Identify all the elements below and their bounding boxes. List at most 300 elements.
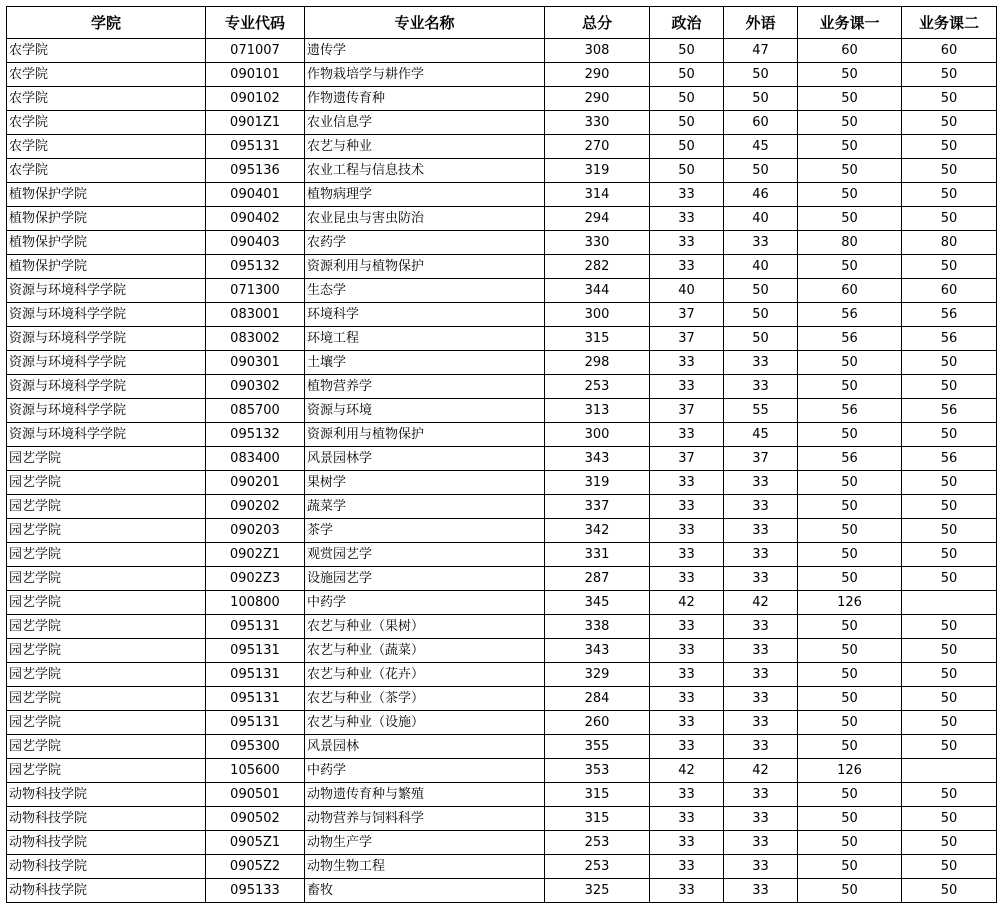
cell-major: 农药学 bbox=[305, 231, 545, 255]
cell-course1: 50 bbox=[798, 207, 902, 231]
cell-code: 090401 bbox=[206, 183, 305, 207]
cell-college: 农学院 bbox=[7, 111, 206, 135]
cell-course1: 50 bbox=[798, 711, 902, 735]
cell-major: 农艺与种业（蔬菜） bbox=[305, 639, 545, 663]
cell-politics: 37 bbox=[650, 447, 724, 471]
cell-politics: 50 bbox=[650, 39, 724, 63]
cell-total: 343 bbox=[545, 447, 650, 471]
cell-course2: 50 bbox=[902, 543, 997, 567]
table-row bbox=[7, 543, 997, 567]
cell-code: 095131 bbox=[206, 711, 305, 735]
cell-politics: 42 bbox=[650, 759, 724, 783]
cell-major: 遗传学 bbox=[305, 39, 545, 63]
cell-total: 319 bbox=[545, 471, 650, 495]
cell-course2: 50 bbox=[902, 495, 997, 519]
cell-course1: 50 bbox=[798, 423, 902, 447]
cell-code: 095131 bbox=[206, 687, 305, 711]
cell-major: 风景园林 bbox=[305, 735, 545, 759]
cell-politics: 50 bbox=[650, 87, 724, 111]
cell-total: 253 bbox=[545, 375, 650, 399]
cell-politics: 33 bbox=[650, 879, 724, 903]
cell-politics: 33 bbox=[650, 423, 724, 447]
table-row bbox=[7, 447, 997, 471]
cell-language: 33 bbox=[724, 519, 798, 543]
cell-code: 095131 bbox=[206, 639, 305, 663]
cell-code: 090402 bbox=[206, 207, 305, 231]
cell-code: 095132 bbox=[206, 255, 305, 279]
header-row bbox=[7, 7, 997, 39]
cell-college: 农学院 bbox=[7, 159, 206, 183]
cell-politics: 33 bbox=[650, 711, 724, 735]
cell-course2: 50 bbox=[902, 87, 997, 111]
cell-major: 风景园林学 bbox=[305, 447, 545, 471]
cell-college: 植物保护学院 bbox=[7, 231, 206, 255]
cell-code: 090201 bbox=[206, 471, 305, 495]
cell-college: 植物保护学院 bbox=[7, 207, 206, 231]
cell-total: 314 bbox=[545, 183, 650, 207]
cell-major: 资源利用与植物保护 bbox=[305, 423, 545, 447]
cell-major: 生态学 bbox=[305, 279, 545, 303]
cell-language: 33 bbox=[724, 543, 798, 567]
cell-code: 0905Z2 bbox=[206, 855, 305, 879]
cell-language: 50 bbox=[724, 87, 798, 111]
cell-total: 300 bbox=[545, 303, 650, 327]
cell-course2: 50 bbox=[902, 639, 997, 663]
cell-politics: 33 bbox=[650, 735, 724, 759]
cell-total: 290 bbox=[545, 63, 650, 87]
table-row bbox=[7, 759, 997, 783]
cell-code: 083400 bbox=[206, 447, 305, 471]
cell-code: 095300 bbox=[206, 735, 305, 759]
cell-language: 60 bbox=[724, 111, 798, 135]
cell-course1: 50 bbox=[798, 519, 902, 543]
cell-code: 095136 bbox=[206, 159, 305, 183]
cell-total: 344 bbox=[545, 279, 650, 303]
cell-major: 蔬菜学 bbox=[305, 495, 545, 519]
cell-college: 园艺学院 bbox=[7, 591, 206, 615]
table-row bbox=[7, 399, 997, 423]
cell-code: 085700 bbox=[206, 399, 305, 423]
cell-college: 园艺学院 bbox=[7, 663, 206, 687]
cell-code: 090501 bbox=[206, 783, 305, 807]
cell-language: 33 bbox=[724, 375, 798, 399]
cell-code: 095131 bbox=[206, 615, 305, 639]
cell-college: 园艺学院 bbox=[7, 567, 206, 591]
cell-course1: 126 bbox=[798, 591, 902, 615]
cell-total: 290 bbox=[545, 87, 650, 111]
cell-course1: 56 bbox=[798, 447, 902, 471]
cell-course1: 50 bbox=[798, 471, 902, 495]
cell-code: 095133 bbox=[206, 879, 305, 903]
cell-politics: 33 bbox=[650, 663, 724, 687]
cell-language: 50 bbox=[724, 279, 798, 303]
table-row bbox=[7, 135, 997, 159]
cell-college: 园艺学院 bbox=[7, 711, 206, 735]
cell-code: 100800 bbox=[206, 591, 305, 615]
cell-college: 园艺学院 bbox=[7, 495, 206, 519]
cell-college: 资源与环境科学学院 bbox=[7, 423, 206, 447]
cell-course2: 50 bbox=[902, 135, 997, 159]
cell-course2: 50 bbox=[902, 471, 997, 495]
cell-course2: 50 bbox=[902, 807, 997, 831]
cell-code: 095131 bbox=[206, 135, 305, 159]
cell-code: 090301 bbox=[206, 351, 305, 375]
cell-total: 331 bbox=[545, 543, 650, 567]
cell-code: 090302 bbox=[206, 375, 305, 399]
cell-college: 资源与环境科学学院 bbox=[7, 351, 206, 375]
cell-total: 329 bbox=[545, 663, 650, 687]
header-politics: 政治 bbox=[650, 7, 724, 39]
cell-course1: 60 bbox=[798, 39, 902, 63]
cell-major: 农艺与种业（花卉） bbox=[305, 663, 545, 687]
cell-course1: 50 bbox=[798, 639, 902, 663]
cell-course2: 50 bbox=[902, 423, 997, 447]
table-row bbox=[7, 351, 997, 375]
cell-course1: 50 bbox=[798, 183, 902, 207]
header-course1: 业务课一 bbox=[798, 7, 902, 39]
cell-major: 农艺与种业（茶学） bbox=[305, 687, 545, 711]
cell-college: 园艺学院 bbox=[7, 615, 206, 639]
table-row bbox=[7, 87, 997, 111]
cell-politics: 33 bbox=[650, 207, 724, 231]
cell-course2: 50 bbox=[902, 183, 997, 207]
cell-total: 294 bbox=[545, 207, 650, 231]
table-row bbox=[7, 303, 997, 327]
cell-politics: 33 bbox=[650, 639, 724, 663]
cell-total: 298 bbox=[545, 351, 650, 375]
cell-major: 作物遗传育种 bbox=[305, 87, 545, 111]
cell-language: 40 bbox=[724, 207, 798, 231]
cell-language: 33 bbox=[724, 639, 798, 663]
table-row bbox=[7, 687, 997, 711]
cell-politics: 33 bbox=[650, 351, 724, 375]
cell-total: 315 bbox=[545, 783, 650, 807]
cell-course2: 50 bbox=[902, 615, 997, 639]
cell-politics: 33 bbox=[650, 783, 724, 807]
cell-code: 105600 bbox=[206, 759, 305, 783]
cell-course2: 50 bbox=[902, 855, 997, 879]
cell-code: 090203 bbox=[206, 519, 305, 543]
cell-course1: 126 bbox=[798, 759, 902, 783]
cell-college: 植物保护学院 bbox=[7, 183, 206, 207]
cell-total: 337 bbox=[545, 495, 650, 519]
cell-course2: 50 bbox=[902, 783, 997, 807]
cell-major: 中药学 bbox=[305, 591, 545, 615]
header-language: 外语 bbox=[724, 7, 798, 39]
cell-college: 动物科技学院 bbox=[7, 807, 206, 831]
table-row bbox=[7, 327, 997, 351]
cell-course2: 50 bbox=[902, 567, 997, 591]
cell-language: 46 bbox=[724, 183, 798, 207]
cell-college: 动物科技学院 bbox=[7, 831, 206, 855]
table-row bbox=[7, 279, 997, 303]
cell-course2: 50 bbox=[902, 351, 997, 375]
cell-course2: 50 bbox=[902, 111, 997, 135]
cell-major: 农艺与种业（果树） bbox=[305, 615, 545, 639]
cell-politics: 50 bbox=[650, 135, 724, 159]
table-row bbox=[7, 159, 997, 183]
table-row bbox=[7, 423, 997, 447]
table-row bbox=[7, 639, 997, 663]
cell-major: 茶学 bbox=[305, 519, 545, 543]
cell-major: 设施园艺学 bbox=[305, 567, 545, 591]
table-row bbox=[7, 783, 997, 807]
cell-course1: 56 bbox=[798, 303, 902, 327]
cell-college: 园艺学院 bbox=[7, 447, 206, 471]
cell-major: 植物病理学 bbox=[305, 183, 545, 207]
table-row bbox=[7, 591, 997, 615]
cell-politics: 33 bbox=[650, 855, 724, 879]
cell-college: 农学院 bbox=[7, 135, 206, 159]
cell-language: 33 bbox=[724, 855, 798, 879]
table-body bbox=[7, 39, 997, 903]
cell-language: 47 bbox=[724, 39, 798, 63]
header-total: 总分 bbox=[545, 7, 650, 39]
cell-code: 090102 bbox=[206, 87, 305, 111]
cell-code: 095131 bbox=[206, 663, 305, 687]
table-row bbox=[7, 519, 997, 543]
cell-total: 343 bbox=[545, 639, 650, 663]
cell-course2: 80 bbox=[902, 231, 997, 255]
header-college: 学院 bbox=[7, 7, 206, 39]
cell-total: 319 bbox=[545, 159, 650, 183]
cell-total: 338 bbox=[545, 615, 650, 639]
cell-course1: 80 bbox=[798, 231, 902, 255]
header-major: 专业名称 bbox=[305, 7, 545, 39]
table-row bbox=[7, 111, 997, 135]
cell-language: 33 bbox=[724, 831, 798, 855]
cell-course2: 60 bbox=[902, 39, 997, 63]
cell-politics: 33 bbox=[650, 471, 724, 495]
cell-course1: 50 bbox=[798, 351, 902, 375]
cell-language: 42 bbox=[724, 591, 798, 615]
cell-language: 50 bbox=[724, 327, 798, 351]
cell-college: 资源与环境科学学院 bbox=[7, 375, 206, 399]
cell-course2: 56 bbox=[902, 303, 997, 327]
cell-total: 287 bbox=[545, 567, 650, 591]
cell-major: 农业工程与信息技术 bbox=[305, 159, 545, 183]
cell-college: 农学院 bbox=[7, 87, 206, 111]
cell-major: 农业昆虫与害虫防治 bbox=[305, 207, 545, 231]
cell-major: 观赏园艺学 bbox=[305, 543, 545, 567]
cell-course1: 50 bbox=[798, 663, 902, 687]
cell-major: 植物营养学 bbox=[305, 375, 545, 399]
cell-politics: 33 bbox=[650, 375, 724, 399]
cell-total: 313 bbox=[545, 399, 650, 423]
cell-college: 园艺学院 bbox=[7, 471, 206, 495]
cell-politics: 37 bbox=[650, 327, 724, 351]
cell-total: 253 bbox=[545, 831, 650, 855]
cell-code: 095132 bbox=[206, 423, 305, 447]
cell-course2: 50 bbox=[902, 375, 997, 399]
cell-politics: 50 bbox=[650, 159, 724, 183]
table-row bbox=[7, 231, 997, 255]
cell-major: 资源与环境 bbox=[305, 399, 545, 423]
cell-major: 果树学 bbox=[305, 471, 545, 495]
cell-major: 农业信息学 bbox=[305, 111, 545, 135]
cell-politics: 33 bbox=[650, 495, 724, 519]
cell-course2: 60 bbox=[902, 279, 997, 303]
cell-code: 090101 bbox=[206, 63, 305, 87]
cell-course2: 50 bbox=[902, 663, 997, 687]
cell-course2: 56 bbox=[902, 327, 997, 351]
cell-course2: 50 bbox=[902, 159, 997, 183]
cell-total: 330 bbox=[545, 111, 650, 135]
cell-course1: 50 bbox=[798, 735, 902, 759]
table-row bbox=[7, 495, 997, 519]
cell-code: 090502 bbox=[206, 807, 305, 831]
cell-college: 动物科技学院 bbox=[7, 783, 206, 807]
cell-course1: 50 bbox=[798, 375, 902, 399]
cell-major: 动物营养与饲料科学 bbox=[305, 807, 545, 831]
cell-college: 农学院 bbox=[7, 39, 206, 63]
cell-college: 园艺学院 bbox=[7, 735, 206, 759]
table-row bbox=[7, 711, 997, 735]
cell-language: 33 bbox=[724, 687, 798, 711]
cell-politics: 40 bbox=[650, 279, 724, 303]
cell-total: 342 bbox=[545, 519, 650, 543]
cell-politics: 50 bbox=[650, 111, 724, 135]
cell-course1: 50 bbox=[798, 567, 902, 591]
table-row bbox=[7, 663, 997, 687]
cell-major: 动物生产学 bbox=[305, 831, 545, 855]
cell-code: 083002 bbox=[206, 327, 305, 351]
cell-course1: 50 bbox=[798, 831, 902, 855]
cell-college: 动物科技学院 bbox=[7, 855, 206, 879]
cell-course2: 50 bbox=[902, 207, 997, 231]
cell-language: 33 bbox=[724, 807, 798, 831]
cell-language: 50 bbox=[724, 159, 798, 183]
cell-course2: 50 bbox=[902, 831, 997, 855]
cell-language: 33 bbox=[724, 879, 798, 903]
cell-college: 园艺学院 bbox=[7, 687, 206, 711]
cell-college: 园艺学院 bbox=[7, 543, 206, 567]
cell-college: 资源与环境科学学院 bbox=[7, 279, 206, 303]
table-row bbox=[7, 375, 997, 399]
cell-politics: 33 bbox=[650, 831, 724, 855]
cell-code: 0902Z1 bbox=[206, 543, 305, 567]
cell-course1: 50 bbox=[798, 543, 902, 567]
cell-language: 33 bbox=[724, 495, 798, 519]
cell-code: 0905Z1 bbox=[206, 831, 305, 855]
cell-course1: 50 bbox=[798, 159, 902, 183]
cell-politics: 37 bbox=[650, 399, 724, 423]
cell-course1: 50 bbox=[798, 111, 902, 135]
cell-major: 环境工程 bbox=[305, 327, 545, 351]
cell-language: 40 bbox=[724, 255, 798, 279]
cell-course1: 60 bbox=[798, 279, 902, 303]
cell-college: 农学院 bbox=[7, 63, 206, 87]
cell-politics: 33 bbox=[650, 615, 724, 639]
cell-politics: 33 bbox=[650, 519, 724, 543]
cell-major: 中药学 bbox=[305, 759, 545, 783]
table-row bbox=[7, 471, 997, 495]
cell-course1: 50 bbox=[798, 495, 902, 519]
cell-course2: 50 bbox=[902, 63, 997, 87]
cell-course1: 56 bbox=[798, 327, 902, 351]
cell-course1: 50 bbox=[798, 687, 902, 711]
cell-college: 园艺学院 bbox=[7, 519, 206, 543]
cell-major: 作物栽培学与耕作学 bbox=[305, 63, 545, 87]
cell-course2: 50 bbox=[902, 255, 997, 279]
cell-course1: 50 bbox=[798, 879, 902, 903]
cell-total: 315 bbox=[545, 327, 650, 351]
cell-language: 33 bbox=[724, 567, 798, 591]
table-row bbox=[7, 63, 997, 87]
cell-course2: 50 bbox=[902, 711, 997, 735]
cell-code: 071300 bbox=[206, 279, 305, 303]
cell-language: 55 bbox=[724, 399, 798, 423]
cell-course1: 50 bbox=[798, 855, 902, 879]
cell-politics: 33 bbox=[650, 255, 724, 279]
cell-language: 50 bbox=[724, 63, 798, 87]
cell-language: 45 bbox=[724, 135, 798, 159]
cell-code: 083001 bbox=[206, 303, 305, 327]
cell-total: 260 bbox=[545, 711, 650, 735]
cell-total: 353 bbox=[545, 759, 650, 783]
cell-total: 325 bbox=[545, 879, 650, 903]
cell-college: 园艺学院 bbox=[7, 639, 206, 663]
cell-college: 植物保护学院 bbox=[7, 255, 206, 279]
header-code: 专业代码 bbox=[206, 7, 305, 39]
cell-politics: 42 bbox=[650, 591, 724, 615]
score-table bbox=[6, 6, 997, 903]
cell-major: 农艺与种业（设施） bbox=[305, 711, 545, 735]
cell-total: 355 bbox=[545, 735, 650, 759]
cell-total: 330 bbox=[545, 231, 650, 255]
table-row bbox=[7, 855, 997, 879]
cell-language: 33 bbox=[724, 735, 798, 759]
table-row bbox=[7, 735, 997, 759]
cell-politics: 37 bbox=[650, 303, 724, 327]
cell-language: 33 bbox=[724, 351, 798, 375]
cell-code: 0901Z1 bbox=[206, 111, 305, 135]
cell-politics: 50 bbox=[650, 63, 724, 87]
cell-college: 资源与环境科学学院 bbox=[7, 327, 206, 351]
cell-college: 资源与环境科学学院 bbox=[7, 399, 206, 423]
cell-language: 33 bbox=[724, 711, 798, 735]
cell-course2 bbox=[902, 591, 997, 615]
table-row bbox=[7, 831, 997, 855]
cell-language: 33 bbox=[724, 615, 798, 639]
cell-course2: 50 bbox=[902, 687, 997, 711]
cell-politics: 33 bbox=[650, 807, 724, 831]
cell-course2 bbox=[902, 759, 997, 783]
cell-course2: 56 bbox=[902, 447, 997, 471]
cell-college: 资源与环境科学学院 bbox=[7, 303, 206, 327]
cell-course2: 56 bbox=[902, 399, 997, 423]
cell-major: 动物遗传育种与繁殖 bbox=[305, 783, 545, 807]
cell-code: 0902Z3 bbox=[206, 567, 305, 591]
table-row bbox=[7, 183, 997, 207]
cell-total: 282 bbox=[545, 255, 650, 279]
table-row bbox=[7, 207, 997, 231]
table-row bbox=[7, 39, 997, 63]
cell-major: 资源利用与植物保护 bbox=[305, 255, 545, 279]
cell-code: 071007 bbox=[206, 39, 305, 63]
cell-code: 090202 bbox=[206, 495, 305, 519]
cell-total: 270 bbox=[545, 135, 650, 159]
cell-college: 园艺学院 bbox=[7, 759, 206, 783]
cell-course1: 50 bbox=[798, 135, 902, 159]
cell-course1: 50 bbox=[798, 63, 902, 87]
table-row bbox=[7, 255, 997, 279]
cell-total: 345 bbox=[545, 591, 650, 615]
cell-language: 37 bbox=[724, 447, 798, 471]
cell-course2: 50 bbox=[902, 879, 997, 903]
cell-total: 284 bbox=[545, 687, 650, 711]
cell-language: 33 bbox=[724, 231, 798, 255]
